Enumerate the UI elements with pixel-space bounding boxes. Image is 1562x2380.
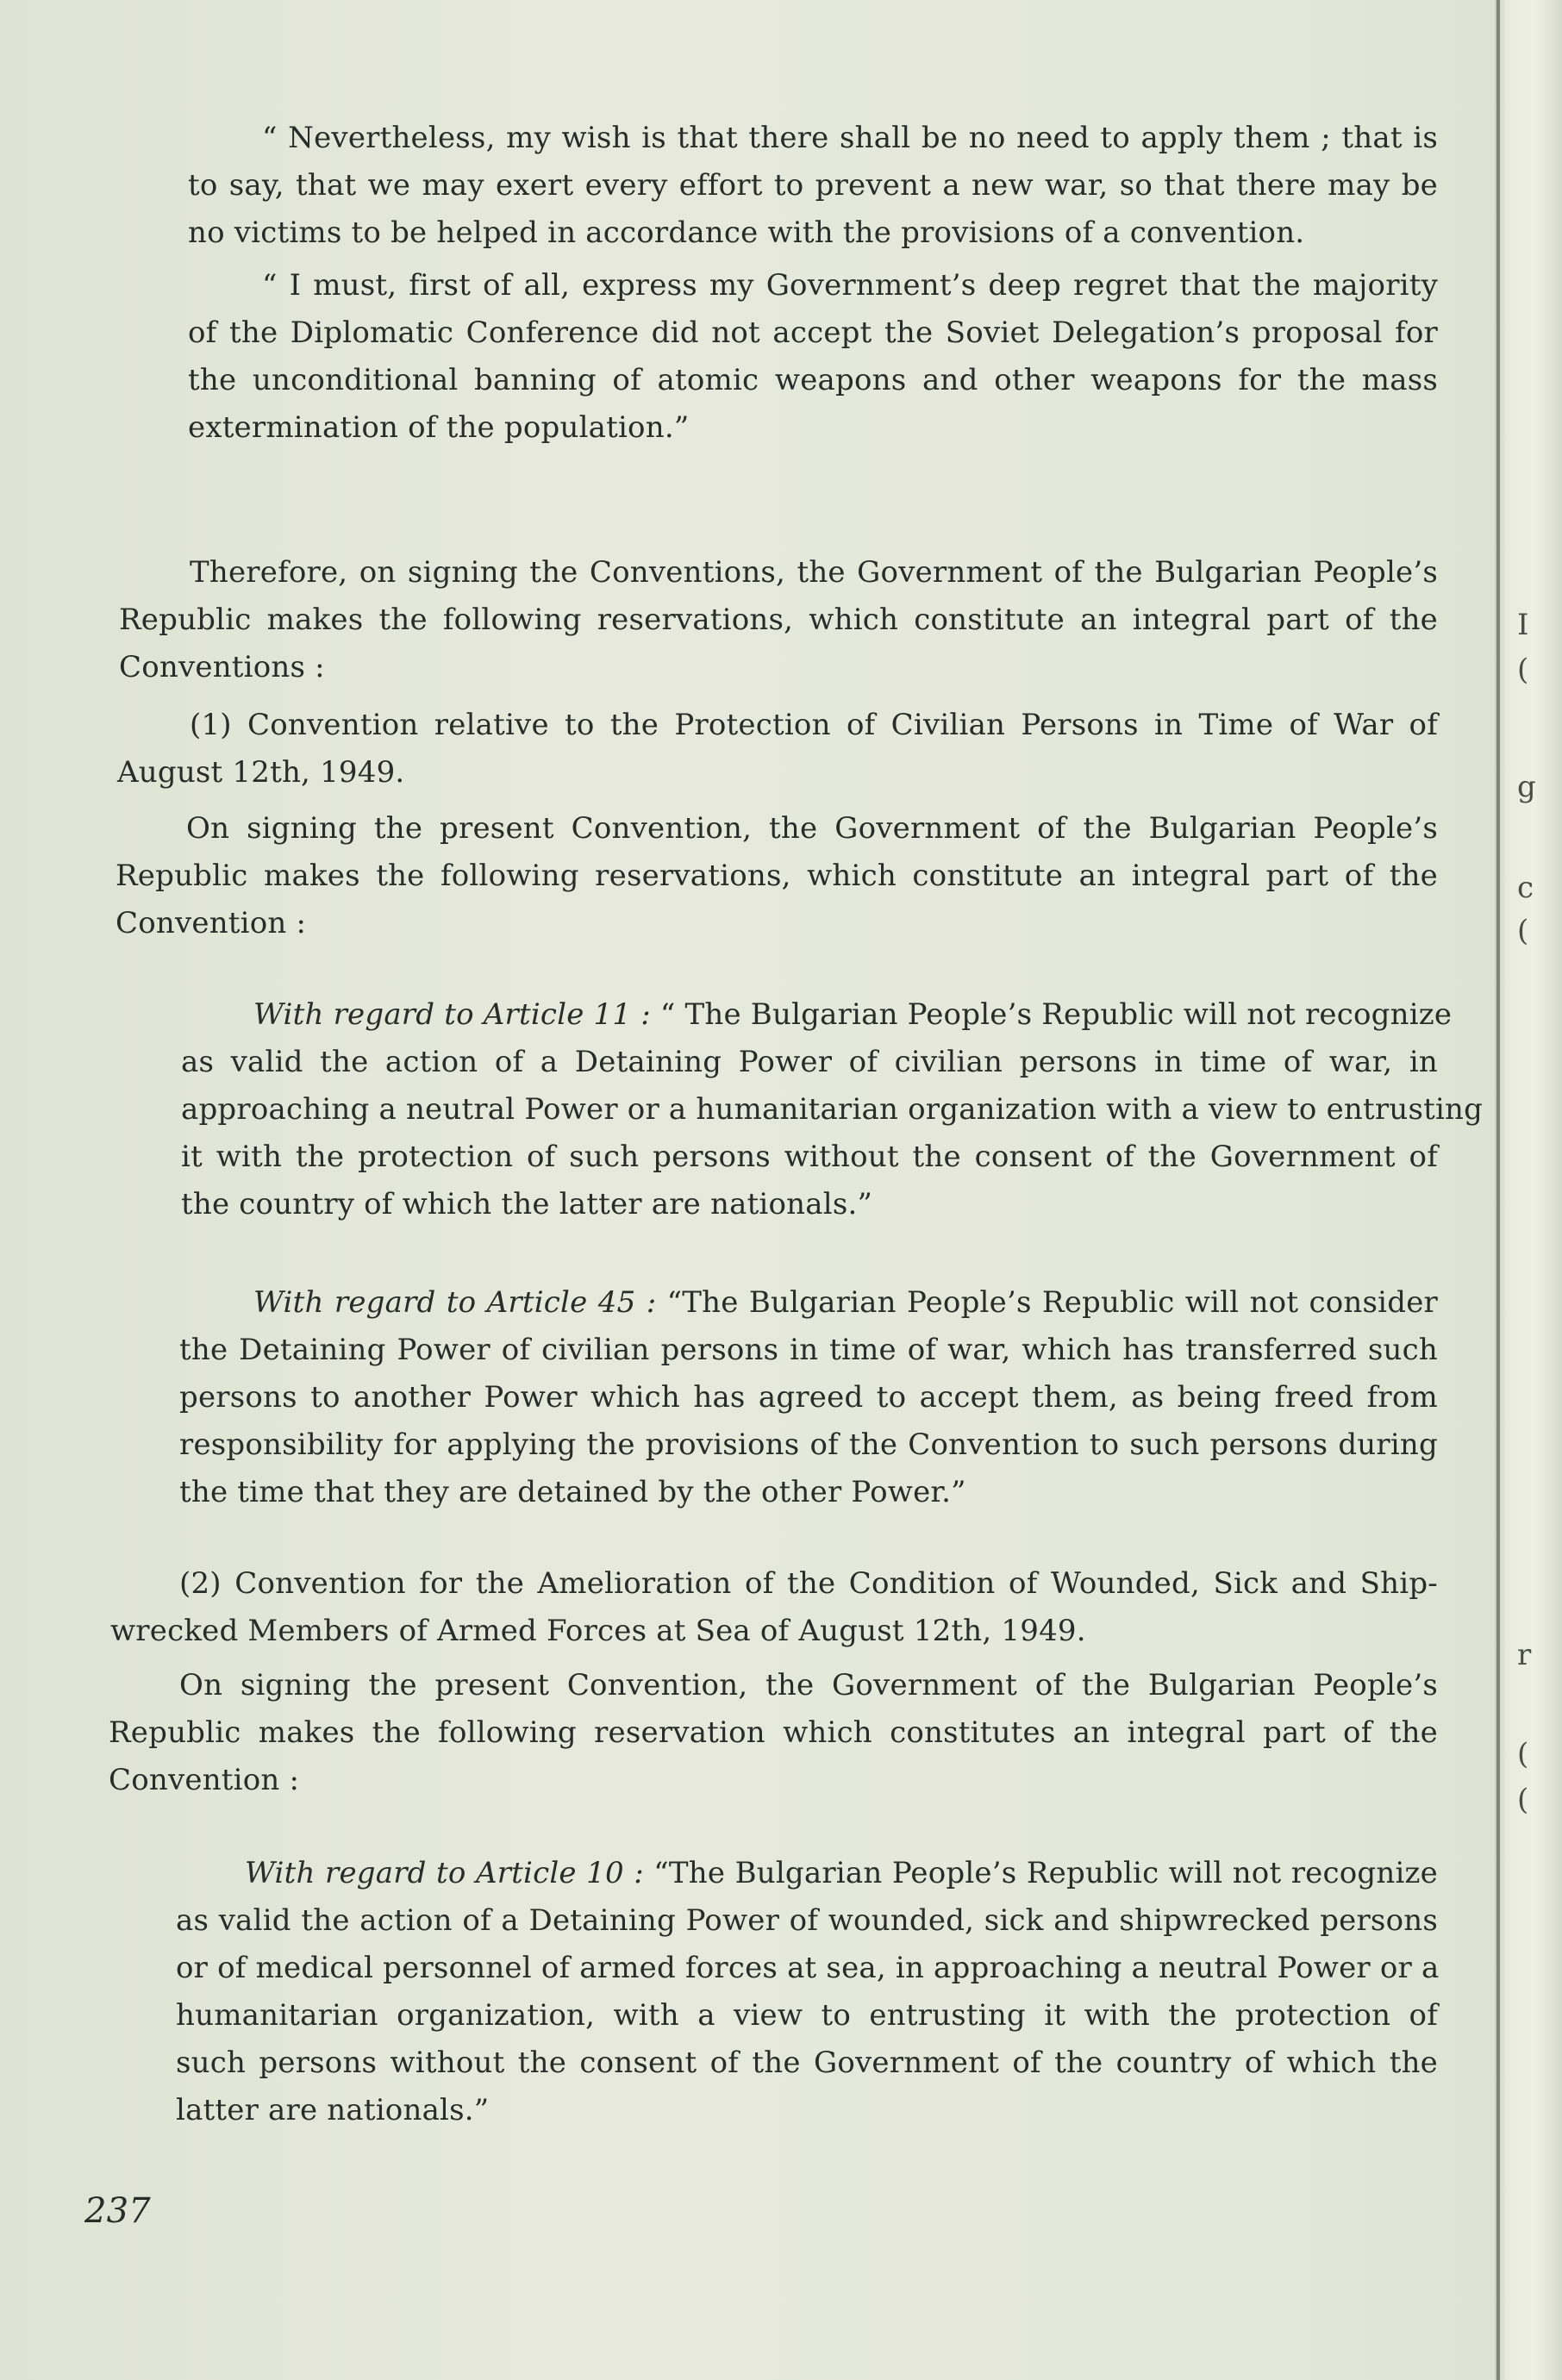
quote-paragraph-1 [188, 115, 1438, 257]
text-line: (1) Convention relative to the Protection of Civilian Persons in Time of War of [190, 708, 1438, 742]
text-line: humanitarian organization, with a view to entrusting it with the protection of [176, 1998, 1438, 2033]
text-line [245, 1850, 1438, 1897]
text-line: Conventions : [119, 650, 325, 684]
article-11-label: With regard to Article 11 : [253, 997, 651, 1032]
section-1-preamble [116, 805, 1438, 947]
page-number: 237 [84, 2191, 151, 2231]
edge-mark: c [1517, 871, 1534, 905]
intro-paragraph [119, 549, 1438, 691]
text-line: or of medical personnel of armed forces at sea, in approaching a neutral Power or a [176, 1951, 1440, 1985]
text-line [253, 991, 1453, 1039]
edge-mark: ( [1517, 914, 1529, 948]
section-1-heading [117, 702, 1438, 796]
edge-mark: ( [1517, 1737, 1529, 1771]
edge-mark: ( [1517, 653, 1529, 687]
text-line: (2) Convention for the Amelioration of the Condition of Wounded, Sick and Ship- [179, 1566, 1438, 1601]
text-line: no victims to be helped in accordance with the provisions of a convention. [188, 216, 1305, 250]
article-10-text: “The Bulgarian People’s Republic will not recognize [643, 1856, 1438, 1890]
text-line: Republic makes the following reservation which constitutes an integral part of the [109, 1715, 1438, 1750]
text-line: Republic makes the following reservations, which constitute an integral part of the [119, 603, 1438, 637]
text-line: On signing the present Convention, the Government of the Bulgarian People’s [186, 811, 1438, 846]
text-line: of the Diplomatic Conference did not accept the Soviet Delegation’s proposal for [188, 315, 1438, 350]
text-line: August 12th, 1949. [117, 755, 405, 790]
quote-paragraph-2 [188, 262, 1438, 452]
section-2-preamble [109, 1662, 1438, 1804]
edge-mark: r [1517, 1638, 1532, 1672]
edge-mark: I [1517, 608, 1529, 642]
article-45-label: With regard to Article 45 : [253, 1285, 657, 1320]
text-line: wrecked Members of Armed Forces at Sea of August 12th, 1949. [110, 1614, 1086, 1648]
article-10-label: With regard to Article 10 : [245, 1856, 644, 1890]
article-45-reservation [179, 1279, 1438, 1516]
section-2-heading [110, 1560, 1438, 1655]
text-line: Convention : [116, 906, 307, 940]
text-line: such persons without the consent of the Government of the country of which the [176, 2046, 1438, 2080]
text-line: extermination of the population.” [188, 410, 690, 445]
text-line: the unconditional banning of atomic weapons and other weapons for the mass [188, 363, 1438, 397]
text-line: the country of which the latter are nationals.” [181, 1187, 873, 1221]
text-line: as valid the action of a Detaining Power of wounded, sick and shipwrecked persons [176, 1903, 1438, 1938]
text-line: as valid the action of a Detaining Power of civilian persons in time of war, in [181, 1045, 1438, 1079]
text-line: “ I must, first of all, express my Government’s deep regret that the majority [262, 268, 1438, 303]
text-line: latter are nationals.” [176, 2093, 490, 2127]
text-line: Republic makes the following reservations, which constitute an integral part of the [116, 859, 1438, 893]
edge-mark: ( [1517, 1783, 1529, 1817]
text-line: to say, that we may exert every effort to prevent a new war, so that there may be [188, 168, 1438, 203]
text-line: Therefore, on signing the Conventions, the Government of the Bulgarian People’s [190, 555, 1438, 590]
text-line: On signing the present Convention, the Government of the Bulgarian People’s [179, 1668, 1438, 1702]
text-line: persons to another Power which has agreed to accept them, as being freed from [179, 1380, 1438, 1415]
text-line: approaching a neutral Power or a humanitarian organization with a view to entrusting [181, 1092, 1484, 1127]
adjacent-page-edge [1517, 0, 1552, 2380]
article-11-reservation [181, 991, 1484, 1228]
text-line: “ Nevertheless, my wish is that there shall be no need to apply them ; that is [262, 121, 1438, 155]
text-line: it with the protection of such persons without the consent of the Government of [181, 1140, 1438, 1174]
text-line: Convention : [109, 1763, 300, 1797]
edge-mark: g [1517, 770, 1536, 804]
text-line: the Detaining Power of civilian persons in time of war, which has transferred such [179, 1333, 1438, 1367]
article-45-text: “The Bulgarian People’s Republic will not consider [656, 1285, 1438, 1320]
article-10-reservation [176, 1850, 1438, 2134]
text-line: responsibility for applying the provisions of the Convention to such persons during [179, 1427, 1438, 1462]
text-line: the time that they are detained by the other Power.” [179, 1475, 966, 1509]
article-11-text: “ The Bulgarian People’s Republic will not recognize [650, 997, 1453, 1032]
text-line [253, 1279, 1438, 1327]
page-edge-line [1496, 0, 1500, 2380]
